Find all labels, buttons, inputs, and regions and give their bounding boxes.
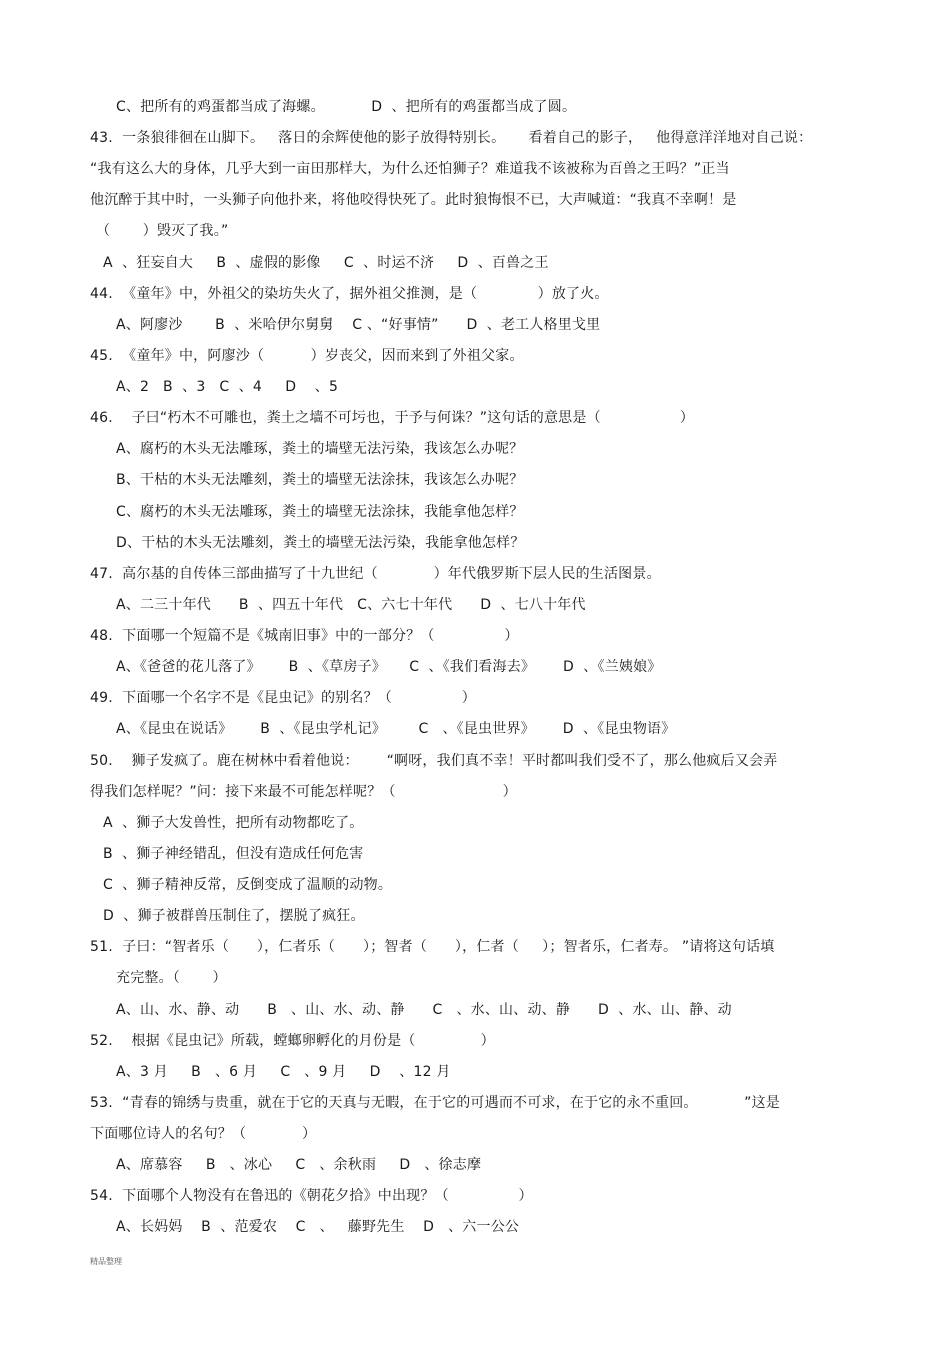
question-48: 48. 下面哪一个短篇不是《城南旧事》中的一部分？（ ） <box>90 628 519 644</box>
question-45: 45. 《童年》中，阿廖沙（ ）岁丧父，因而来到了外祖父家。 <box>90 348 524 364</box>
question-46: 46. 子曰“朽木不可雕也，粪土之墙不可圬也，于予与何诛？”这句话的意思是（ ） <box>90 410 695 426</box>
question-50-line-1: 50. 狮子发疯了。鹿在树林中看着他说： “啊呀，我们真不幸！平时都叫我们受不了，那么他疯后又会弄 <box>90 753 778 769</box>
question-51-line-1: 51. 子曰：“智者乐（ ），仁者乐（ ）；智者（ ），仁者（ ）；智者乐，仁者寿。 ”请将这句话填 <box>90 939 775 955</box>
question-43-line-3: 他沉醉于其中时，一头狮子向他扑来，将他咬得快死了。此时狼悔恨不已，大声喊道：“我真不幸啊！是 <box>90 192 737 208</box>
options-45: A、2 B 、3 C 、4 D 、5 <box>116 379 339 395</box>
question-43-line-1: 43. 一条狼徘徊在山脚下。 落日的余辉使他的影子放得特别长。 看着自己的影子， 他得意洋洋地对自己说： <box>90 130 813 146</box>
question-43-line-2: “我有这么大的身体，几乎大到一亩田那样大，为什么还怕狮子？难道我不该被称为百兽之王吗？”正当 <box>90 161 730 177</box>
options-49: A、《昆虫在说话》 B 、《昆虫学札记》 C 、《昆虫世界》 D 、《昆虫物语》 <box>116 721 676 737</box>
option-46-a: A、腐朽的木头无法雕琢，粪土的墙壁无法污染，我该怎么办呢？ <box>116 441 524 457</box>
options-48: A、《爸爸的花儿落了》 B 、《草房子》 C 、《我们看海去》 D 、《兰姨娘》 <box>116 659 662 675</box>
option-46-c: C、腐朽的木头无法雕琢，粪土的墙壁无法涂抹，我能拿他怎样？ <box>116 504 524 520</box>
option-50-c: C 、狮子精神反常，反倒变成了温顺的动物。 <box>103 877 393 893</box>
options-51: A、山、水、静、动 B 、山、水、动、静 C 、水、山、动、静 D 、水、山、静、动 <box>116 1002 732 1018</box>
option-46-b: B、干枯的木头无法雕刻，粪土的墙壁无法涂抹，我该怎么办呢？ <box>116 472 524 488</box>
options-44: A、阿廖沙 B 、米哈伊尔舅舅 C 、“好事情” D 、老工人格里戈里 <box>116 317 601 333</box>
options-47: A、二三十年代 B 、四五十年代 C、六七十年代 D 、七八十年代 <box>116 597 586 613</box>
question-44: 44. 《童年》中，外祖父的染坊失火了，据外祖父推测，是（ ）放了火。 <box>90 286 609 302</box>
question-52: 52. 根据《昆虫记》所载，螳螂卵孵化的月份是（ ） <box>90 1033 495 1049</box>
question-47: 47. 高尔基的自传体三部曲描写了十九世纪（ ）年代俄罗斯下层人民的生活图景。 <box>90 566 661 582</box>
options-53: A、席慕容 B 、冰心 C 、余秋雨 D 、徐志摩 <box>116 1157 482 1173</box>
question-51-line-2: 充完整。（ ） <box>116 970 227 986</box>
options-52: A、3 月 B 、6 月 C 、9 月 D 、12 月 <box>116 1064 451 1080</box>
options-43: A 、狂妄自大 B 、虚假的影像 C 、时运不济 D 、百兽之王 <box>103 255 549 271</box>
option-line-42-cd: C、把所有的鸡蛋都当成了海螺。 D 、把所有的鸡蛋都当成了圆。 <box>116 99 577 115</box>
option-46-d: D、干枯的木头无法雕刻，粪土的墙壁无法污染，我能拿他怎样？ <box>116 535 525 551</box>
question-43-line-4: （ ）毁灭了我。” <box>96 223 229 239</box>
question-49: 49. 下面哪一个名字不是《昆虫记》的别名？（ ） <box>90 690 476 706</box>
option-50-d: D 、狮子被群兽压制住了，摆脱了疯狂。 <box>103 908 365 924</box>
question-53-line-1: 53. “青春的锦绣与贵重，就在于它的天真与无暇，在于它的可遇而不可求，在于它的永不重回。 ”这是 <box>90 1095 780 1111</box>
question-50-line-2: 得我们怎样呢？”问：接下来最不可能怎样呢？（ ） <box>90 784 517 800</box>
option-50-a: A 、狮子大发兽性，把所有动物都吃了。 <box>103 815 364 831</box>
question-53-line-2: 下面哪位诗人的名句？（ ） <box>90 1126 317 1142</box>
options-54: A、长妈妈 B 、范爱农 C 、 藤野先生 D 、六一公公 <box>116 1219 520 1235</box>
option-50-b: B 、狮子神经错乱，但没有造成任何危害 <box>103 846 364 862</box>
page-footer: 精品整理 <box>90 1257 122 1266</box>
question-54: 54. 下面哪个人物没有在鲁迅的《朝花夕拾》中出现？（ ） <box>90 1188 533 1204</box>
